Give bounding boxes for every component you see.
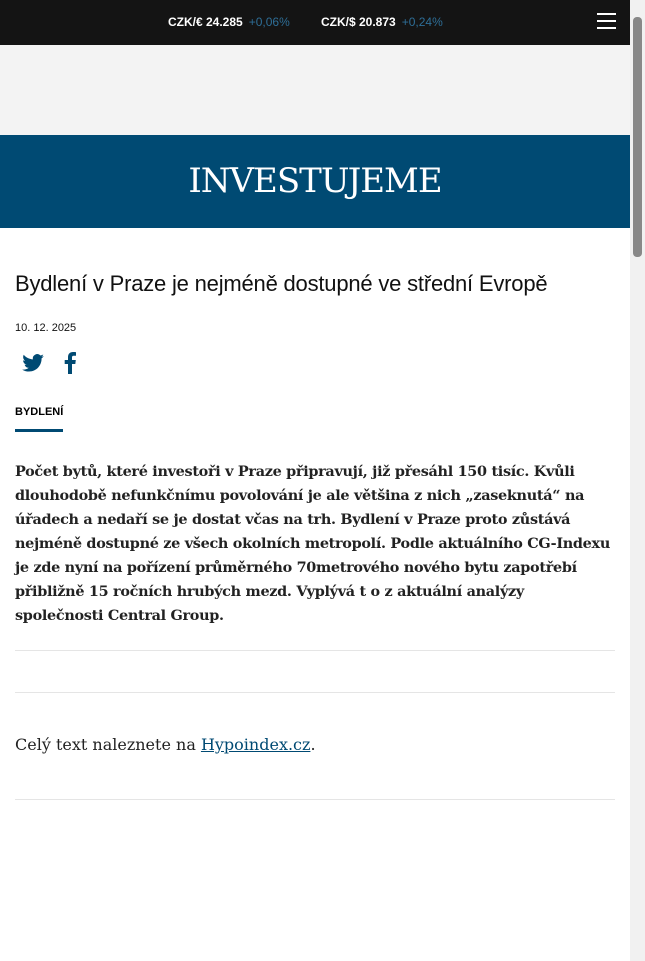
source-prefix: Celý text naleznete na	[15, 735, 201, 754]
article-title: Bydlení v Praze je nejméně dostupné ve střední Evropě	[15, 271, 548, 296]
divider	[15, 799, 615, 800]
rate-eur-change: +0,06%	[248, 15, 290, 29]
scrollbar-thumb[interactable]	[633, 17, 642, 257]
divider	[15, 692, 615, 693]
scrollbar[interactable]	[630, 0, 645, 961]
article-date: 10. 12. 2025	[15, 322, 77, 334]
rate-eur-value: CZK/€ 24.285	[168, 15, 243, 29]
ad-space	[0, 45, 630, 135]
source-note	[15, 735, 615, 754]
category-tag[interactable]: BYDLENÍ	[15, 406, 63, 432]
divider	[15, 650, 615, 651]
share-buttons	[15, 348, 615, 378]
facebook-icon[interactable]	[64, 352, 76, 374]
menu-icon[interactable]	[597, 13, 616, 31]
source-suffix: .	[310, 735, 316, 754]
twitter-icon[interactable]	[22, 354, 44, 372]
site-logo[interactable]: INVESTUJEME	[0, 135, 630, 228]
top-bar	[0, 0, 630, 45]
rate-usd-change: +0,24%	[401, 15, 443, 29]
rate-eur	[168, 15, 290, 29]
article	[15, 228, 615, 800]
rate-usd	[321, 15, 443, 29]
source-link[interactable]: Hypoindex.cz	[200, 735, 311, 754]
article-lead: Počet bytů, které investoři v Praze připravují, již přesáhl 150 tisíc. Kvůli dlouhodobě nefunkčnímu povolování je ale většina z nich „zaseknutá“ na úřadech a nedaří se je dostat včas na trh. Bydlení v Praze proto zůstává nejméně dostupné ze všech okolních metropolí. Podle aktuálního CG-Indexu je zde nyní na pořízení průměrného 70metrového nového bytu zapotřebí přibližně 15 ročních hrubých mezd. Vyplývá t o z aktuální analýzy společnosti Central Group.	[15, 463, 610, 624]
rate-usd-value: CZK/$ 20.873	[321, 15, 396, 29]
